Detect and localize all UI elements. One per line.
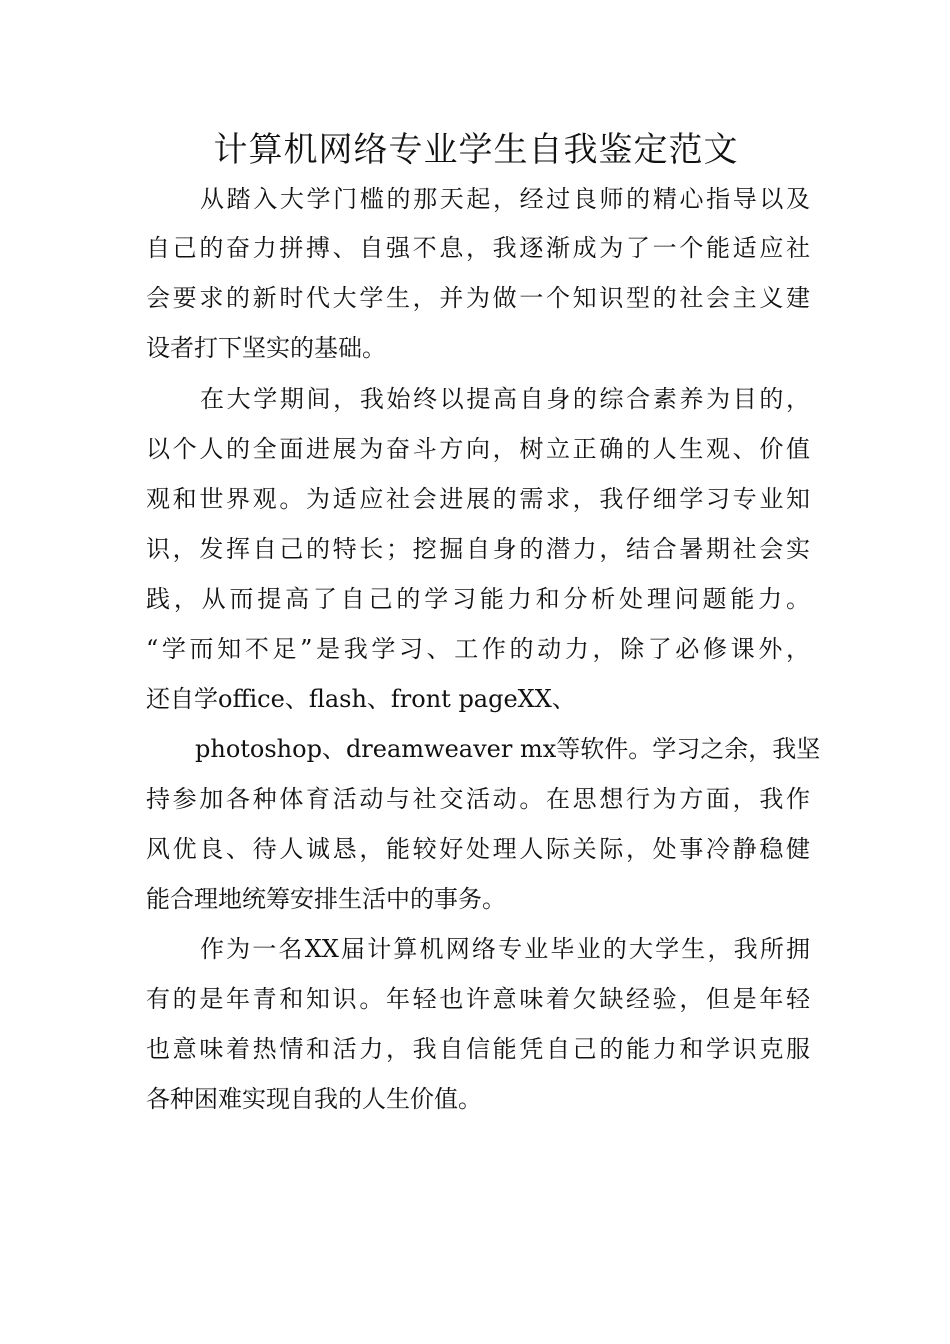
text-line: 从踏入大学门槛的那天起，经过良师的精心指导以及 (200, 185, 810, 213)
text-line: 设者打下坚实的基础。 (146, 334, 386, 362)
text-line: 还自学office、flash、front pageXX、 (146, 685, 576, 713)
text-line: 在大学期间，我始终以提高自身的综合素养为目的， (200, 385, 810, 413)
text-line: 各种困难实现自我的人生价值。 (146, 1085, 482, 1113)
text-line: 也意味着热情和活力，我自信能凭自己的能力和学识克服 (146, 1035, 810, 1063)
text-line: 会要求的新时代大学生，并为做一个知识型的社会主义建 (146, 284, 810, 312)
text-line: photoshop、dreamweaver mx等软件。学习之余，我坚 (195, 735, 821, 763)
text-line: 自己的奋力拼搏、自强不息，我逐渐成为了一个能适应社 (146, 234, 810, 262)
text-line: 持参加各种体育活动与社交活动。在思想行为方面，我作 (146, 785, 810, 813)
text-line: 以个人的全面进展为奋斗方向，树立正确的人生观、价值 (146, 435, 810, 463)
text-line: 识，发挥自己的特长；挖掘自身的潜力，结合暑期社会实 (146, 535, 810, 563)
text-line: 践，从而提高了自己的学习能力和分析处理问题能力。 (146, 585, 810, 613)
document-title: 计算机网络专业学生自我鉴定范文 (213, 130, 739, 170)
text-line: 有的是年青和知识。年轻也许意味着欠缺经验，但是年轻 (146, 985, 810, 1013)
text-line: 观和世界观。为适应社会进展的需求，我仔细学习专业知 (146, 485, 810, 513)
text-line: 风优良、待人诚恳，能较好处理人际关际，处事冷静稳健 (146, 835, 810, 863)
text-line: “学而知不足”是我学习、工作的动力，除了必修课外， (146, 635, 810, 663)
text-line: 作为一名XX届计算机网络专业毕业的大学生，我所拥 (200, 935, 810, 963)
text-line: 能合理地统筹安排生活中的事务。 (146, 885, 506, 913)
